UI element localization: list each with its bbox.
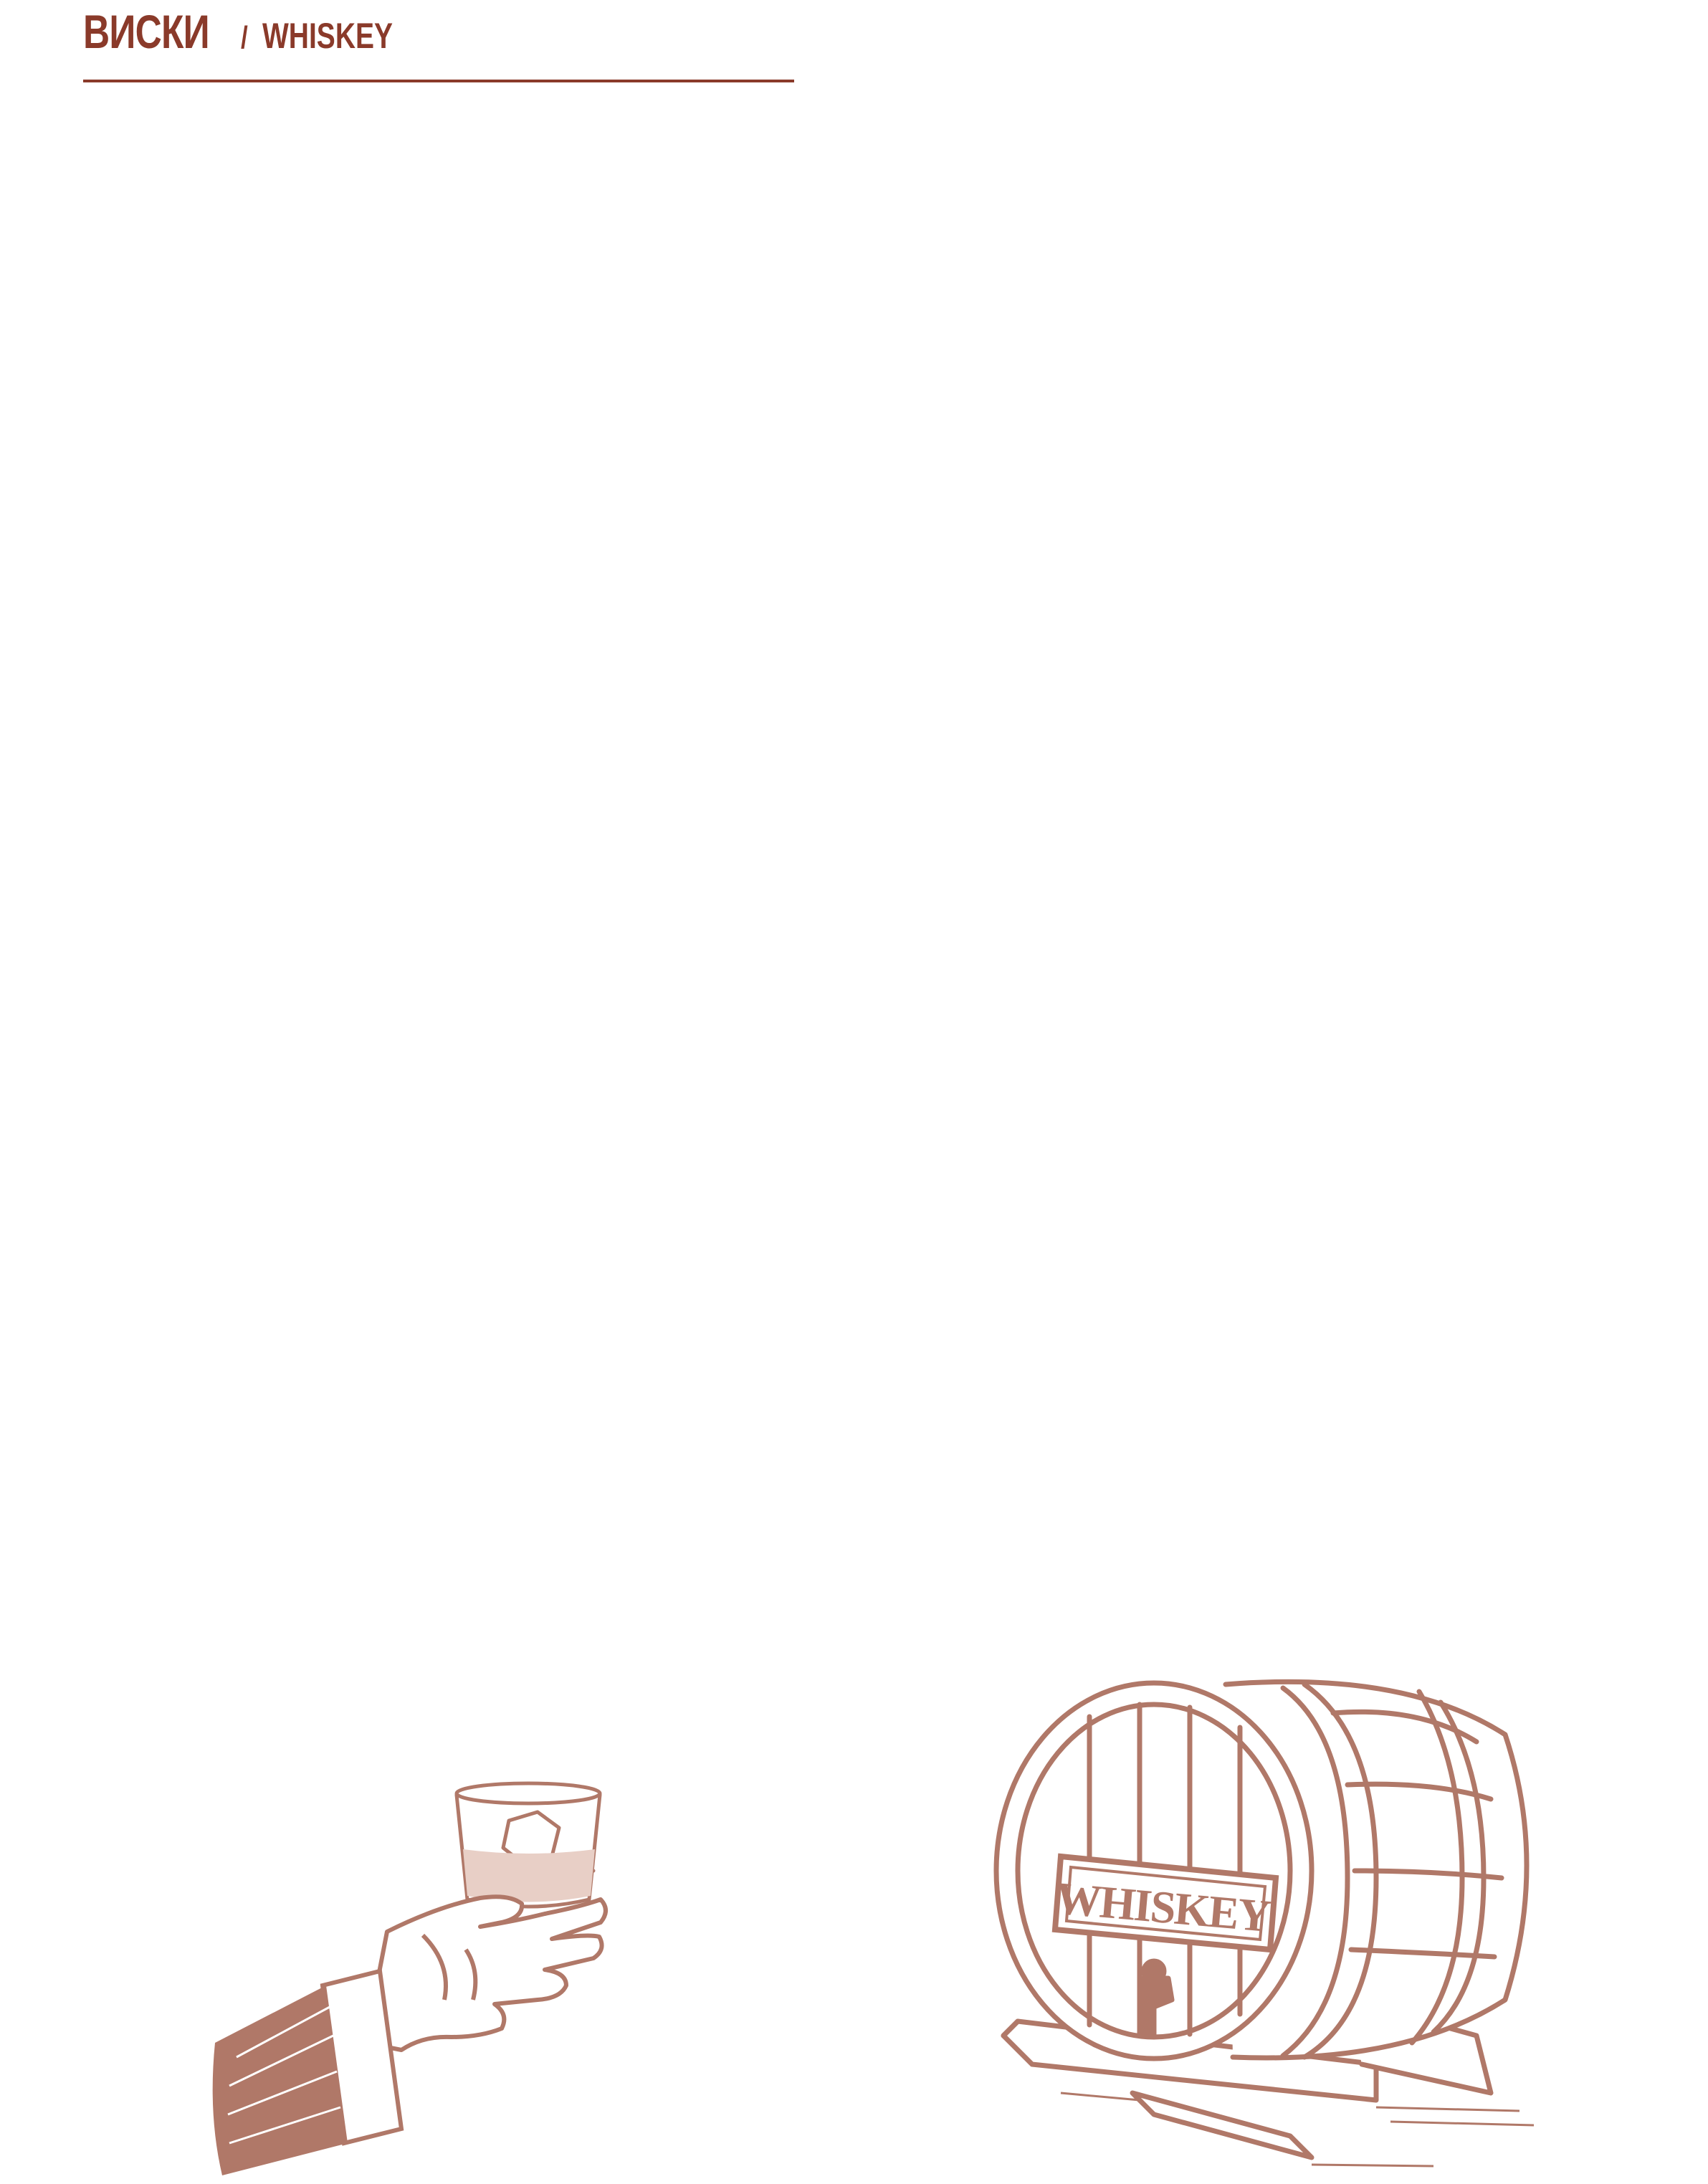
whiskey-barrel-icon (975, 1663, 1548, 2179)
heading-separator: / (241, 20, 248, 55)
heading-title-russian: ВИСКИ (83, 5, 209, 58)
page-heading (83, 4, 429, 57)
heading-underline (83, 80, 794, 82)
barrel-sign-text: WHISKEY (1053, 1872, 1272, 1942)
hand-holding-glass-icon (208, 1770, 624, 2179)
heading-title-english: WHISKEY (262, 16, 393, 56)
